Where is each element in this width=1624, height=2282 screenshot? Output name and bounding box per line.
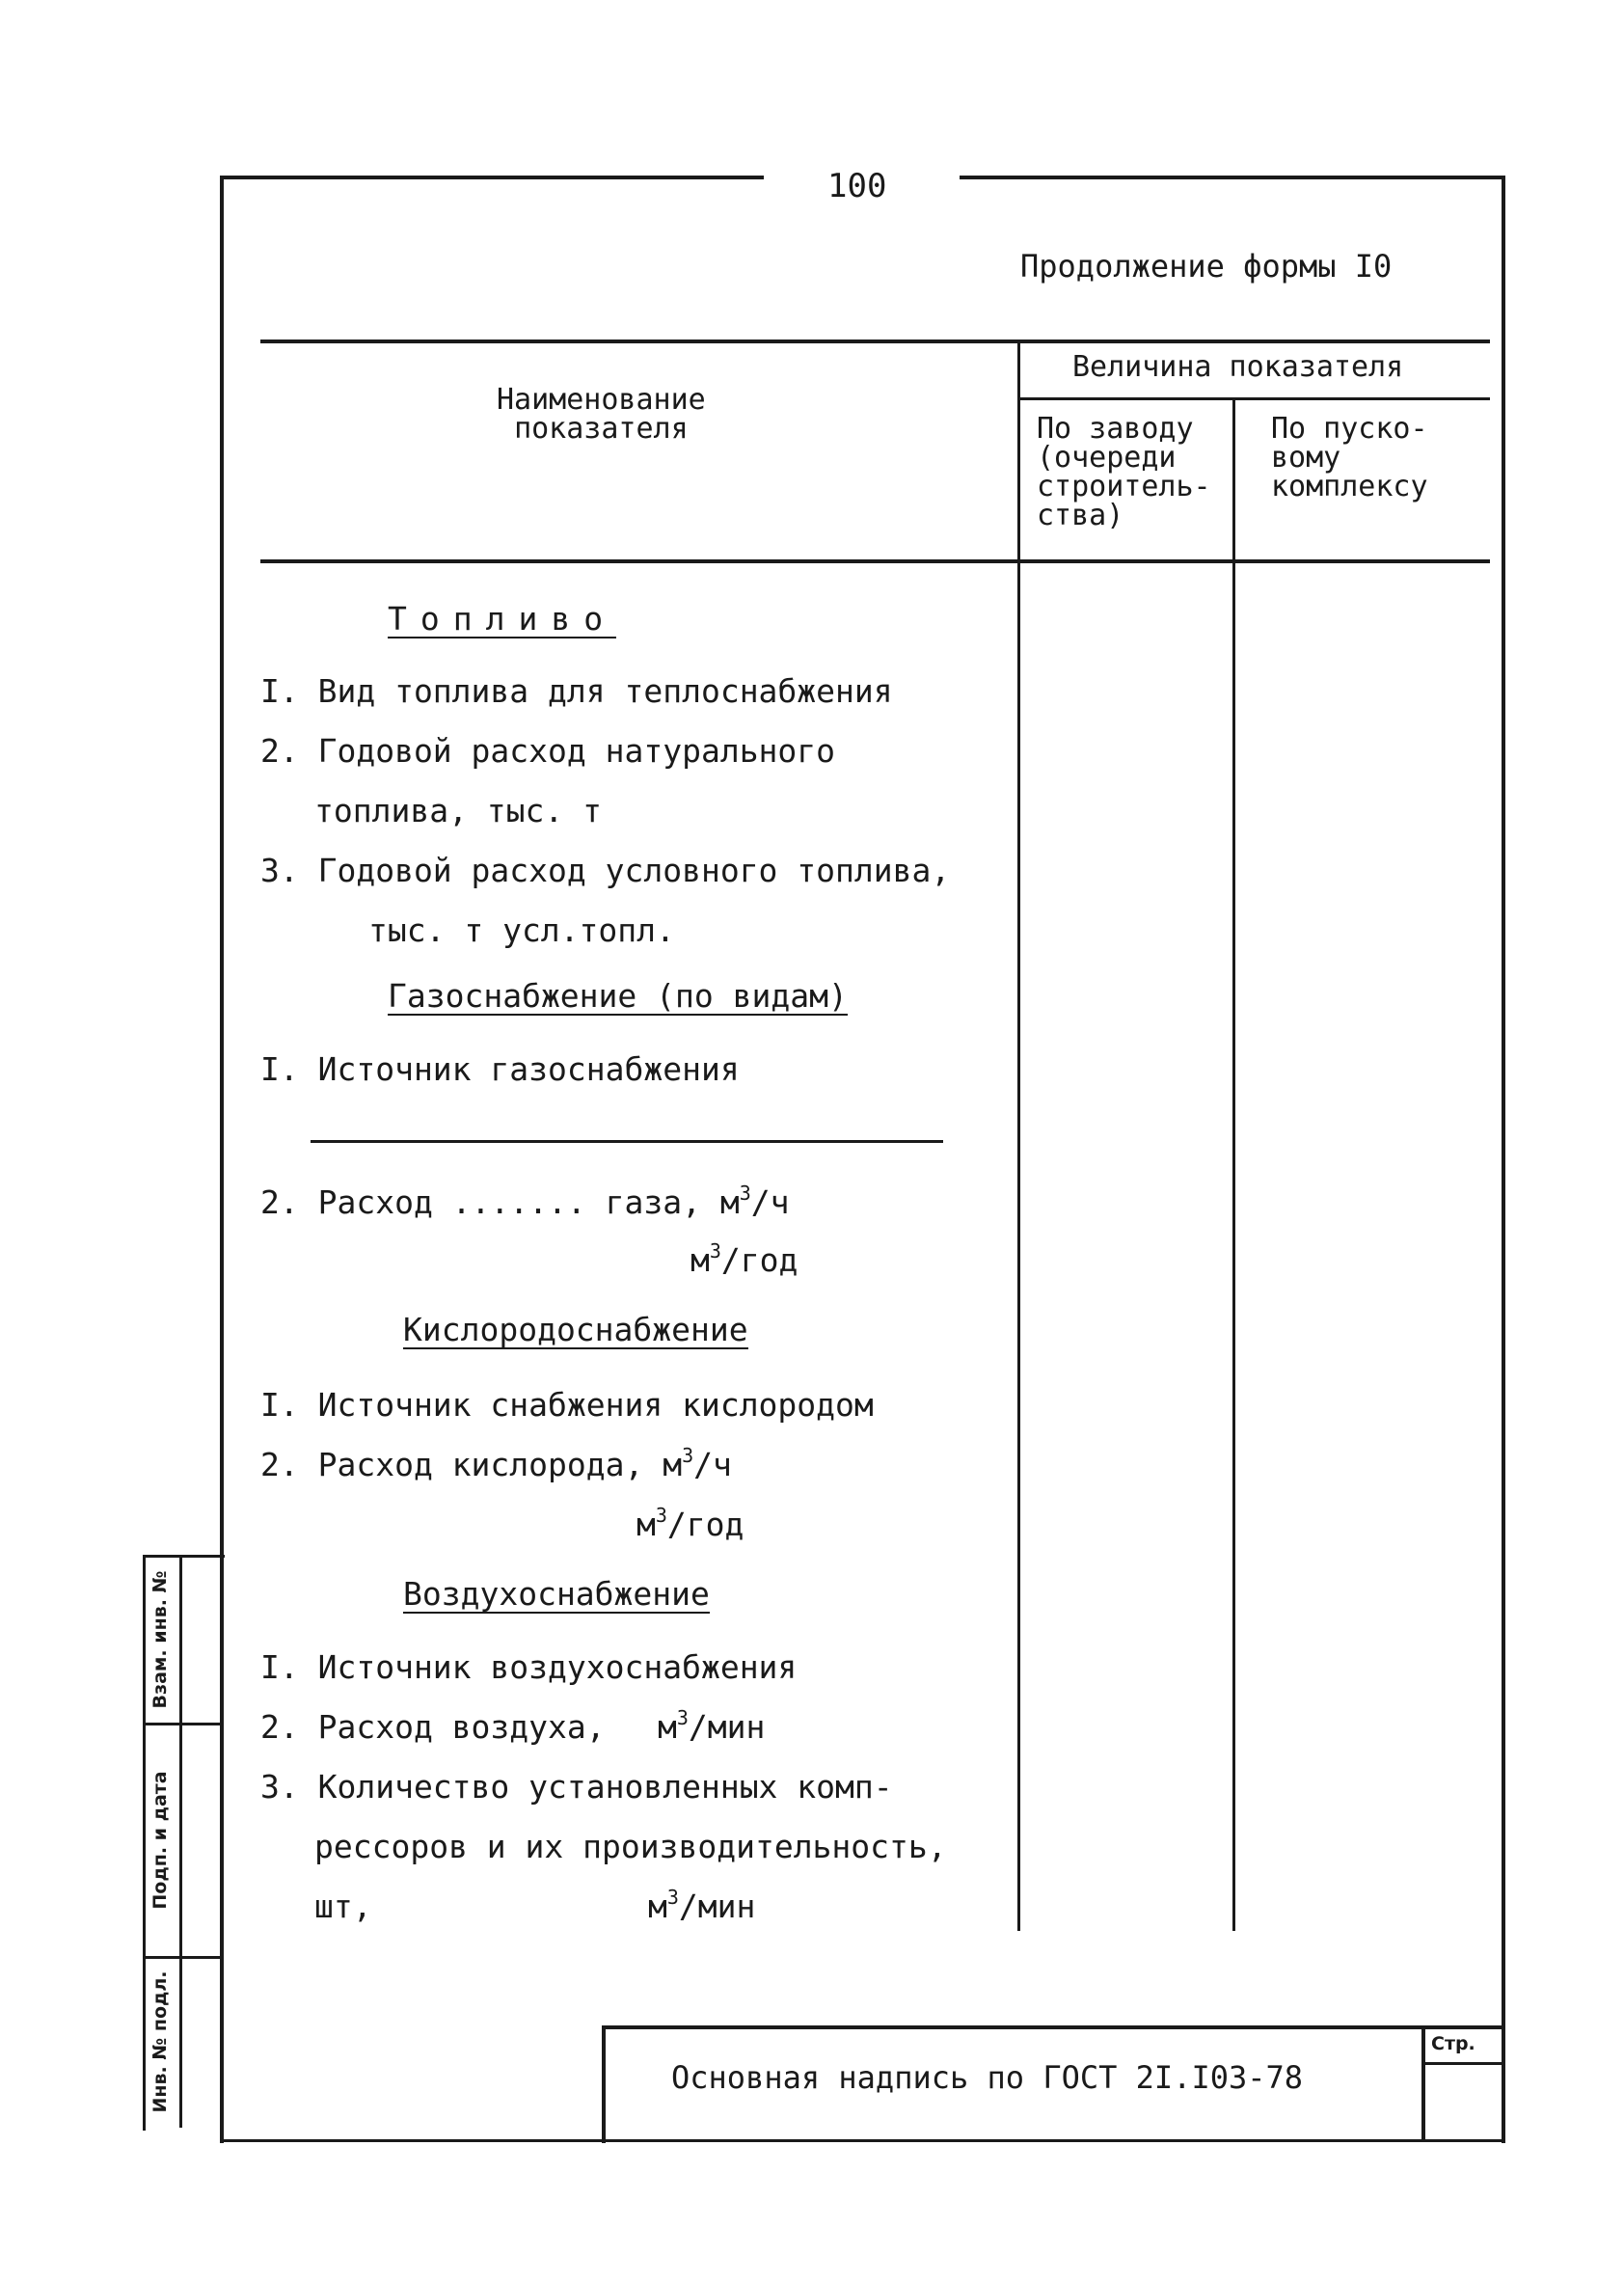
frame-top-left [220, 176, 764, 179]
oxygen-item-2-unit-year: $м^3$/год [636, 1504, 744, 1543]
air-item-3-unit: $м^3$/мин [648, 1886, 756, 1925]
header-name-column: Наименование показателя [497, 383, 706, 446]
air-item-2-unit: $м^3$/мин [658, 1706, 766, 1746]
gas-item-1: I. Источник газоснабжения [260, 1050, 740, 1088]
header-complex-column: По пуско- вому комплексу [1271, 412, 1428, 503]
side-stamp-col-divider [179, 1555, 182, 2128]
title-block-page-label: Стр. [1431, 2033, 1475, 2054]
title-block-page-divider [1421, 2062, 1502, 2065]
form-continuation: Продолжение формы I0 [1020, 248, 1393, 285]
air-item-2: 2. Расход воздуха, [260, 1708, 606, 1746]
header-plant-column: По заводу (очереди строитель- ства) [1037, 412, 1211, 532]
oxygen-item-2: 2. Расход кислорода, $м^3/ч$ [260, 1444, 732, 1483]
fuel-item-2-line-1: 2. Годовой расход натурального [260, 732, 836, 770]
table-head-divider [1017, 397, 1490, 400]
fuel-item-3-line-2: тыс. т усл.топл. [368, 911, 675, 949]
page-number: 100 [827, 167, 887, 205]
section-title-fuel: Топливо [388, 600, 617, 638]
section-title-air: Воздухоснабжение [403, 1575, 710, 1613]
section-title-gas: Газоснабжение (по видам) [388, 977, 848, 1015]
gas-item-2: 2. Расход ....... газа, $м^3/ч$ [260, 1182, 790, 1221]
gas-blank-line [311, 1140, 943, 1143]
oxygen-item-1: I. Источник снабжения кислородом [260, 1386, 874, 1424]
title-block-text: Основная надпись по ГОСТ 2I.I03-78 [671, 2059, 1304, 2096]
table-head-bottom-rule [260, 559, 1490, 563]
fuel-item-3-line-1: 3. Годовой расход условного топлива, [260, 852, 951, 889]
section-title-oxygen: Кислородоснабжение [403, 1311, 748, 1348]
gas-item-2-unit-year: $м^3$/год [690, 1239, 798, 1279]
air-item-3-line-3: шт, [314, 1888, 372, 1925]
air-item-3-line-1: 3. Количество установленных комп- [260, 1768, 893, 1806]
side-stamp-sign-date: Подп. и дата [149, 1771, 171, 1910]
air-item-3-line-2: рессоров и их производительность, [314, 1828, 947, 1865]
side-stamp-inv-orig: Инв. № подл. [149, 1970, 171, 2113]
fuel-item-1: I. Вид топлива для теплоснабжения [260, 672, 893, 710]
table-col-divider-1 [1017, 340, 1020, 1931]
header-value-group: Величина показателя [1072, 350, 1404, 384]
table-col-divider-2 [1232, 397, 1235, 1931]
table-top-rule [260, 340, 1490, 343]
air-item-1: I. Источник воздухоснабжения [260, 1648, 798, 1686]
side-stamp-inv-replace: Взам. инв. № [149, 1570, 171, 1709]
frame-right [1502, 176, 1505, 2143]
frame-top-right [960, 176, 1505, 179]
fuel-item-2-line-2: топлива, тыс. т [314, 792, 603, 829]
